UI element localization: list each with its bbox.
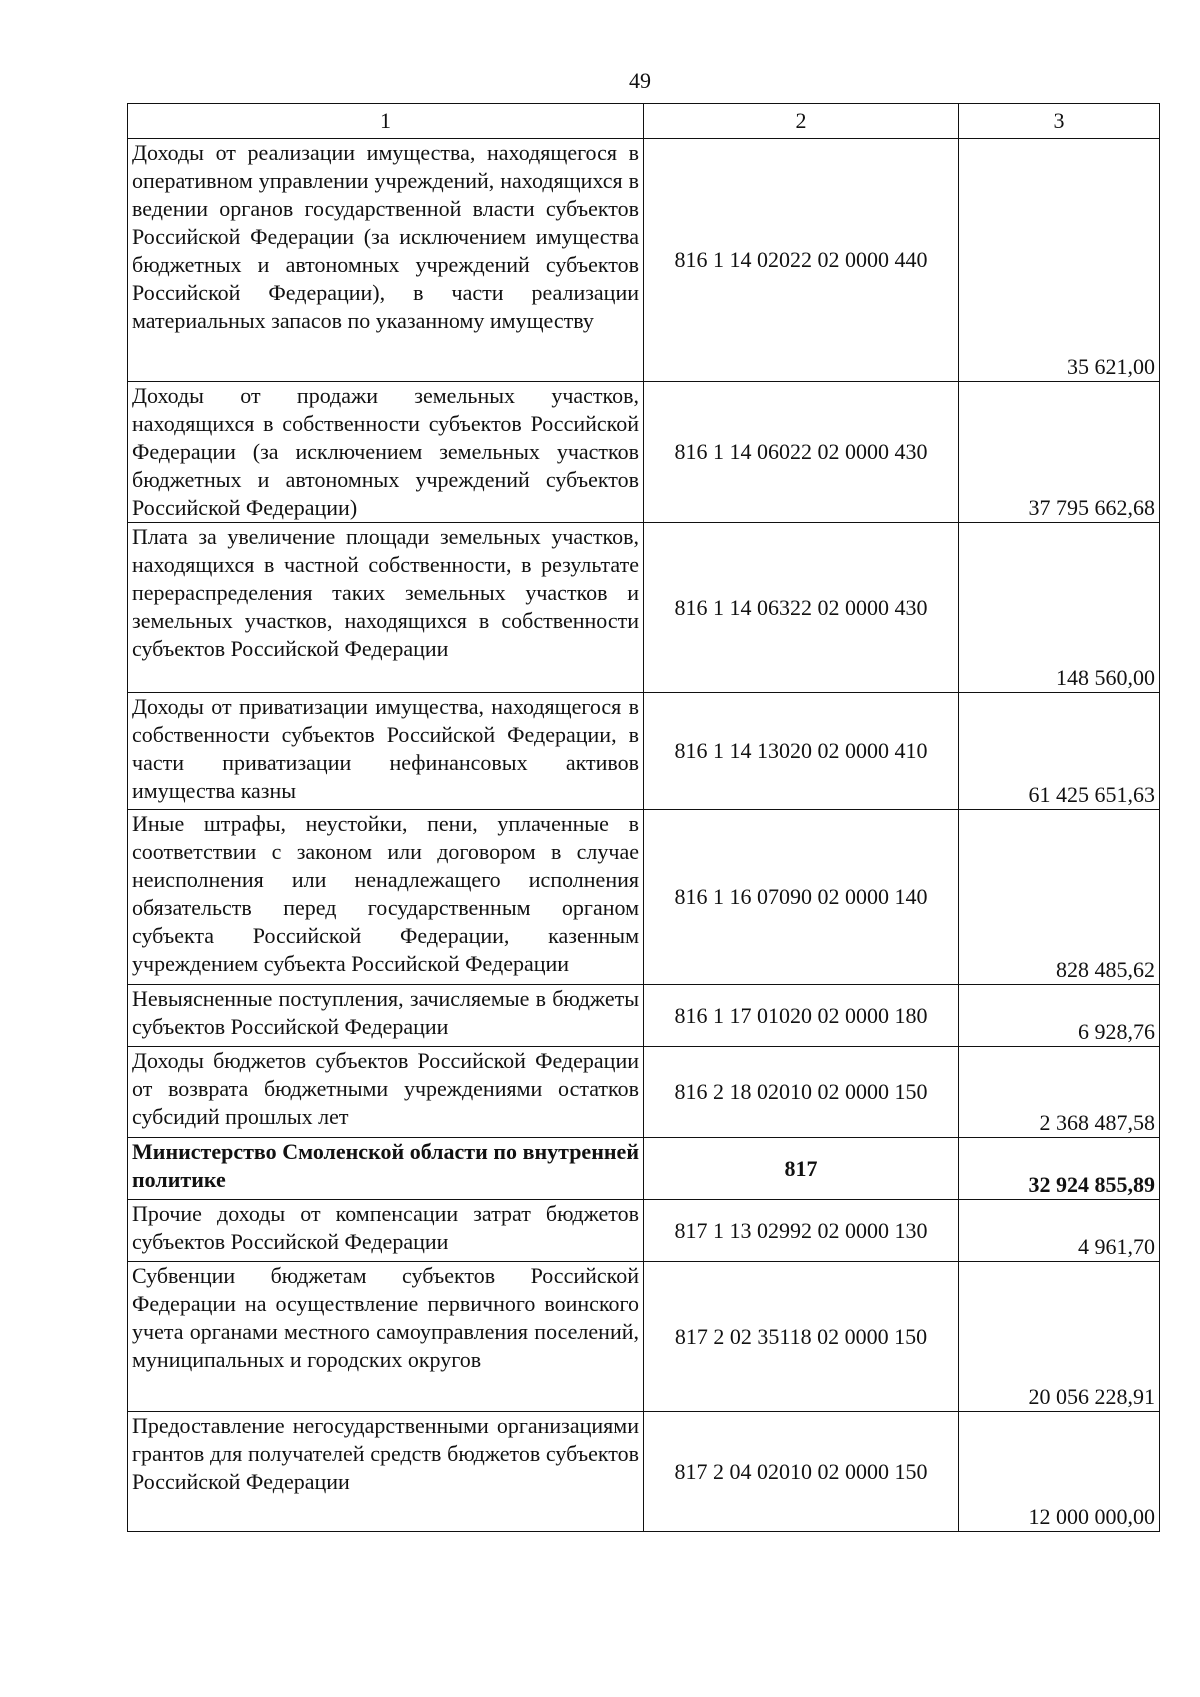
column-header-3: 3: [959, 104, 1160, 139]
table-row: [128, 1262, 1160, 1412]
revenue-name: Доходы от продажи земельных участков, находящихся в собственности субъектов Российской Федерации (за исключением земельных участков бюджетных и автономных учреждений субъектов Российской Федерации): [128, 382, 644, 523]
amount: 61 425 651,63: [959, 693, 1160, 810]
amount: 37 795 662,68: [959, 382, 1160, 523]
amount: 12 000 000,00: [959, 1412, 1160, 1532]
ministry-name: Министерство Смоленской области по внутренней политике: [128, 1138, 644, 1200]
revenue-name: Плата за увеличение площади земельных участков, находящихся в частной собственности, в результате перераспределения таких земельных участков и земельных участков, находящихся в собственности субъектов Российской Федерации: [128, 523, 644, 693]
revenue-name: Иные штрафы, неустойки, пени, уплаченные в соответствии с законом или договором в случае неисполнения или ненадлежащего исполнения обязательств перед государственным органом субъекта Российской Федерации, казенным учреждением субъекта Российской Федерации: [128, 810, 644, 985]
amount: 148 560,00: [959, 523, 1160, 693]
revenue-name: Доходы от реализации имущества, находящегося в оперативном управлении учреждений, находящихся в ведении органов государственной власти субъектов Российской Федерации (за исключением имущества бюджетных и автономных учреждений субъектов Российской Федерации), в части реализации материальных запасов по указанному имуществу: [128, 139, 644, 382]
budget-code: 816 1 14 06022 02 0000 430: [644, 382, 959, 523]
table-row: [128, 693, 1160, 810]
column-header-2: 2: [644, 104, 959, 139]
budget-code: 816 1 16 07090 02 0000 140: [644, 810, 959, 985]
page-number: 49: [629, 68, 651, 93]
amount: 6 928,76: [959, 985, 1160, 1047]
budget-code: 816 2 18 02010 02 0000 150: [644, 1047, 959, 1138]
amount: 20 056 228,91: [959, 1262, 1160, 1412]
budget-code: 817 2 04 02010 02 0000 150: [644, 1412, 959, 1532]
budget-code: 817 2 02 35118 02 0000 150: [644, 1262, 959, 1412]
revenue-name: Невыясненные поступления, зачисляемые в бюджеты субъектов Российской Федерации: [128, 985, 644, 1047]
table-row: [128, 810, 1160, 985]
budget-code: 816 1 14 06322 02 0000 430: [644, 523, 959, 693]
ministry-total: 32 924 855,89: [959, 1138, 1160, 1200]
table-row: [128, 1047, 1160, 1138]
column-header-1: 1: [128, 104, 644, 139]
table-row: [128, 1412, 1160, 1532]
table-row: [128, 1200, 1160, 1262]
revenue-name: Доходы бюджетов субъектов Российской Федерации от возврата бюджетными учреждениями остатков субсидий прошлых лет: [128, 1047, 644, 1138]
amount: 35 621,00: [959, 139, 1160, 382]
table-row: [128, 382, 1160, 523]
budget-code: 817 1 13 02992 02 0000 130: [644, 1200, 959, 1262]
table-row: [128, 985, 1160, 1047]
revenue-name: Субвенции бюджетам субъектов Российской Федерации на осуществление первичного воинского учета органами местного самоуправления поселений, муниципальных и городских округов: [128, 1262, 644, 1412]
ministry-code: 817: [644, 1138, 959, 1200]
revenue-name: Прочие доходы от компенсации затрат бюджетов субъектов Российской Федерации: [128, 1200, 644, 1262]
table-row: [128, 523, 1160, 693]
amount: 2 368 487,58: [959, 1047, 1160, 1138]
header-row: [128, 104, 1160, 139]
budget-code: 816 1 14 02022 02 0000 440: [644, 139, 959, 382]
revenue-table: [127, 103, 1160, 1532]
table-row-ministry: [128, 1138, 1160, 1200]
budget-code: 816 1 14 13020 02 0000 410: [644, 693, 959, 810]
table-row: [128, 139, 1160, 382]
amount: 828 485,62: [959, 810, 1160, 985]
revenue-name: Предоставление негосударственными организациями грантов для получателей средств бюджетов субъектов Российской Федерации: [128, 1412, 644, 1532]
revenue-name: Доходы от приватизации имущества, находящегося в собственности субъектов Российской Федерации, в части приватизации нефинансовых активов имущества казны: [128, 693, 644, 810]
budget-code: 816 1 17 01020 02 0000 180: [644, 985, 959, 1047]
amount: 4 961,70: [959, 1200, 1160, 1262]
